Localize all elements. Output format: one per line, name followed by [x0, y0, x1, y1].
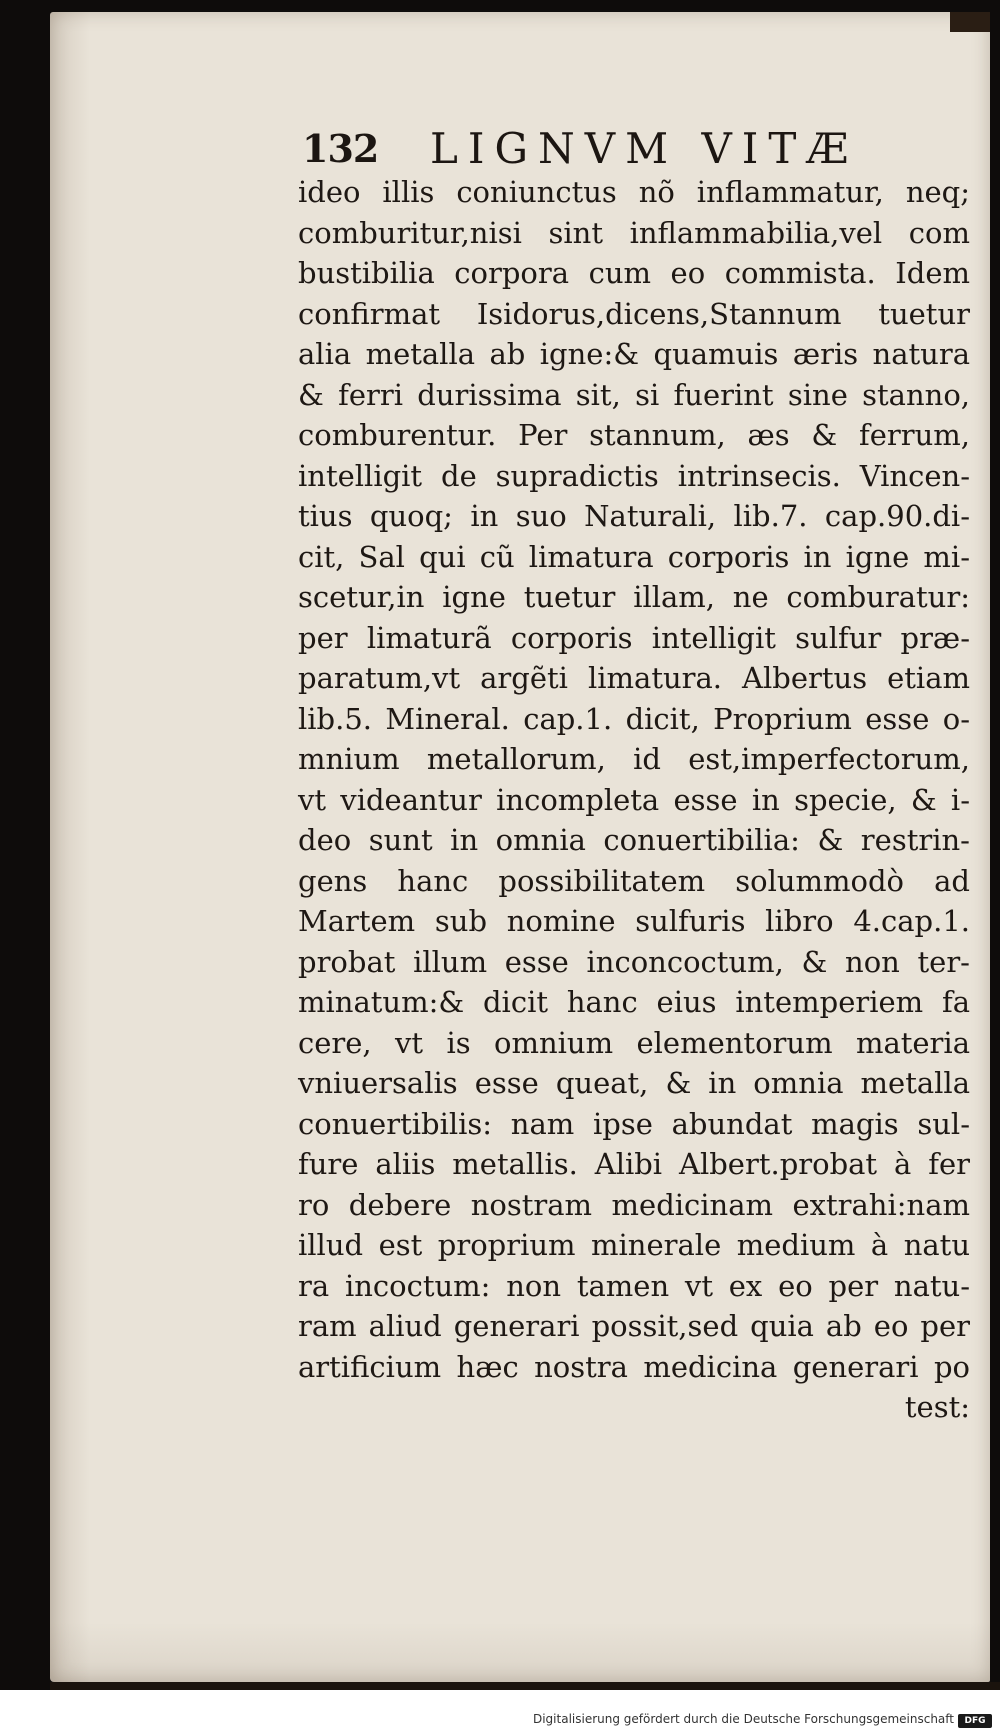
- text-line: intelligit de supradictis intrinsecis. Vincen-: [298, 458, 970, 493]
- text-line: ram aliud generari possit,sed quia ab eo per: [298, 1309, 970, 1343]
- text-line: gens hanc possibilitatem solummodò ad: [298, 863, 970, 898]
- text-line: illud est proprium minerale medium à natu: [298, 1228, 970, 1262]
- running-head: LIGNVM VITÆ: [430, 124, 859, 173]
- text-line: confirmat Isidorus,dicens,Stannum tuetur: [298, 296, 970, 331]
- text-line: & ferri durissima sit, si fuerint sine stanno,: [298, 377, 970, 412]
- text-line: bustibilia corpora cum eo commista. Idem: [298, 256, 970, 290]
- text-line: minatum:& dicit hanc eius intemperiem fa: [298, 985, 970, 1019]
- text-line: Martem sub nomine sulfuris libro 4.cap.1.: [298, 904, 970, 938]
- text-line: conuertibilis: nam ipse abundat magis sul-: [298, 1106, 970, 1141]
- text-line: deo sunt in omnia conuertibilia: & restrin-: [298, 823, 970, 857]
- body-text: [298, 172, 970, 1428]
- text-line: cit, Sal qui cũ limatura corporis in igne mi-: [298, 539, 970, 574]
- page-number: 132: [302, 126, 379, 171]
- text-line: vt videantur incompleta esse in specie, & i-: [298, 782, 970, 817]
- digitization-footer: [0, 1690, 1000, 1732]
- text-line: paratum,vt argẽti limatura. Albertus etiam: [298, 661, 970, 695]
- page-bottom-edge: [50, 1682, 1000, 1690]
- text-line: ideo illis coniunctus nõ inflammatur, neq;: [298, 175, 970, 209]
- text-line: tius quoq; in suo Naturali, lib.7. cap.90.di-: [298, 499, 970, 533]
- text-line: comburitur,nisi sint inflammabilia,vel com: [298, 215, 970, 250]
- text-line: probat illum esse inconcoctum, & non ter-: [298, 944, 970, 979]
- text-line: alia metalla ab igne:& quamuis æris natura: [298, 337, 970, 371]
- text-line: ro debere nostram medicinam extrahi:nam: [298, 1187, 970, 1222]
- text-line: ra incoctum: non tamen vt ex eo per natu-: [298, 1268, 970, 1303]
- footer-credit: Digitalisierung gefördert durch die Deutsche Forschungsgemeinschaft: [532, 1712, 954, 1726]
- text-line: fure aliis metallis. Alibi Albert.probat à fer: [298, 1147, 970, 1181]
- text-line: vniuersalis esse queat, & in omnia metalla: [298, 1066, 970, 1100]
- text-line: cere, vt is omnium elementorum materia: [298, 1025, 970, 1060]
- text-line: artificium hæc nostra medicina generari po: [298, 1349, 970, 1384]
- text-line: lib.5. Mineral. cap.1. dicit, Proprium esse o-: [298, 701, 970, 736]
- dfg-logo-icon: DFG: [958, 1714, 992, 1728]
- text-line: scetur,in igne tuetur illam, ne comburatur:: [298, 580, 970, 614]
- text-line: mnium metallorum, id est,imperfectorum,: [298, 742, 970, 776]
- page-edge: [950, 12, 990, 32]
- text-line: per limaturã corporis intelligit sulfur præ-: [298, 620, 970, 655]
- text-line: comburentur. Per stannum, æs & ferrum,: [298, 418, 970, 452]
- catchword: test:: [904, 1390, 970, 1424]
